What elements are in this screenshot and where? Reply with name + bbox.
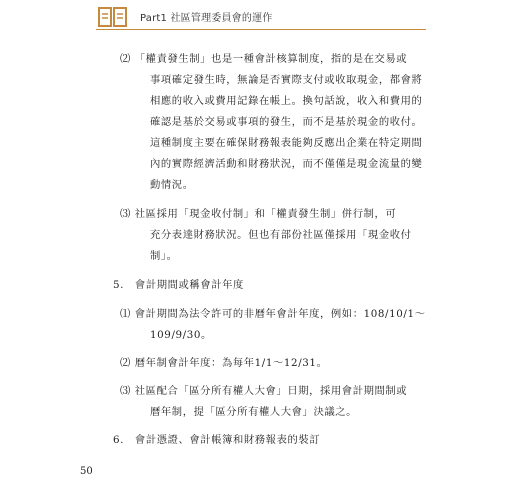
text-line: 動情況。	[150, 179, 194, 191]
text-line: 內的實際經濟活動和財務狀況，而不僅僅是現金流量的變	[150, 158, 423, 170]
part-label: Part1 社區管理委員會的運作	[140, 13, 273, 24]
text-line: 相應的收入或費用記錄在帳上。換句話說，收入和費用的	[150, 95, 423, 107]
text-line: 曆年制，提「區分所有權人大會」決議之。	[150, 406, 358, 418]
text-line: ⑶ 社區採用「現金收付制」和「權責發生制」併行制，可	[120, 208, 397, 220]
book-logo-icon	[98, 6, 128, 28]
text-line: ⑴ 會計期間為法令許可的非曆年會計年度，例如：108/10/1～	[120, 308, 426, 320]
text-line: ⑶ 社區配合「區分所有權人大會」日期，採用會計期間制或	[120, 385, 408, 397]
header-divider	[96, 29, 426, 30]
text-line: 制」。	[150, 250, 178, 262]
text-line: ⑵ 「權責發生制」也是一種會計核算制度，指的是在交易或	[120, 53, 408, 65]
section-heading: 6. 會計憑證、會計帳簿和財務報表的裝訂	[113, 434, 321, 446]
text-line: ⑵ 曆年制會計年度：為每年1/1～12/31。	[120, 357, 328, 369]
text-line: 這種制度主要在確保財務報表能夠反應出企業在特定期間	[150, 137, 423, 149]
section-heading: 5. 會計期間或稱會計年度	[113, 279, 244, 291]
text-line: 充分表達財務狀況。但也有部份社區僅採用「現金收付	[150, 229, 412, 241]
text-line: 確認是基於交易或事項的發生，而不是基於現金的收付。	[150, 116, 423, 128]
text-line: 109/9/30。	[150, 329, 212, 341]
text-line: 事項確定發生時，無論是否實際支付或收取現金，都會將	[150, 74, 423, 86]
page-number: 50	[80, 466, 93, 477]
